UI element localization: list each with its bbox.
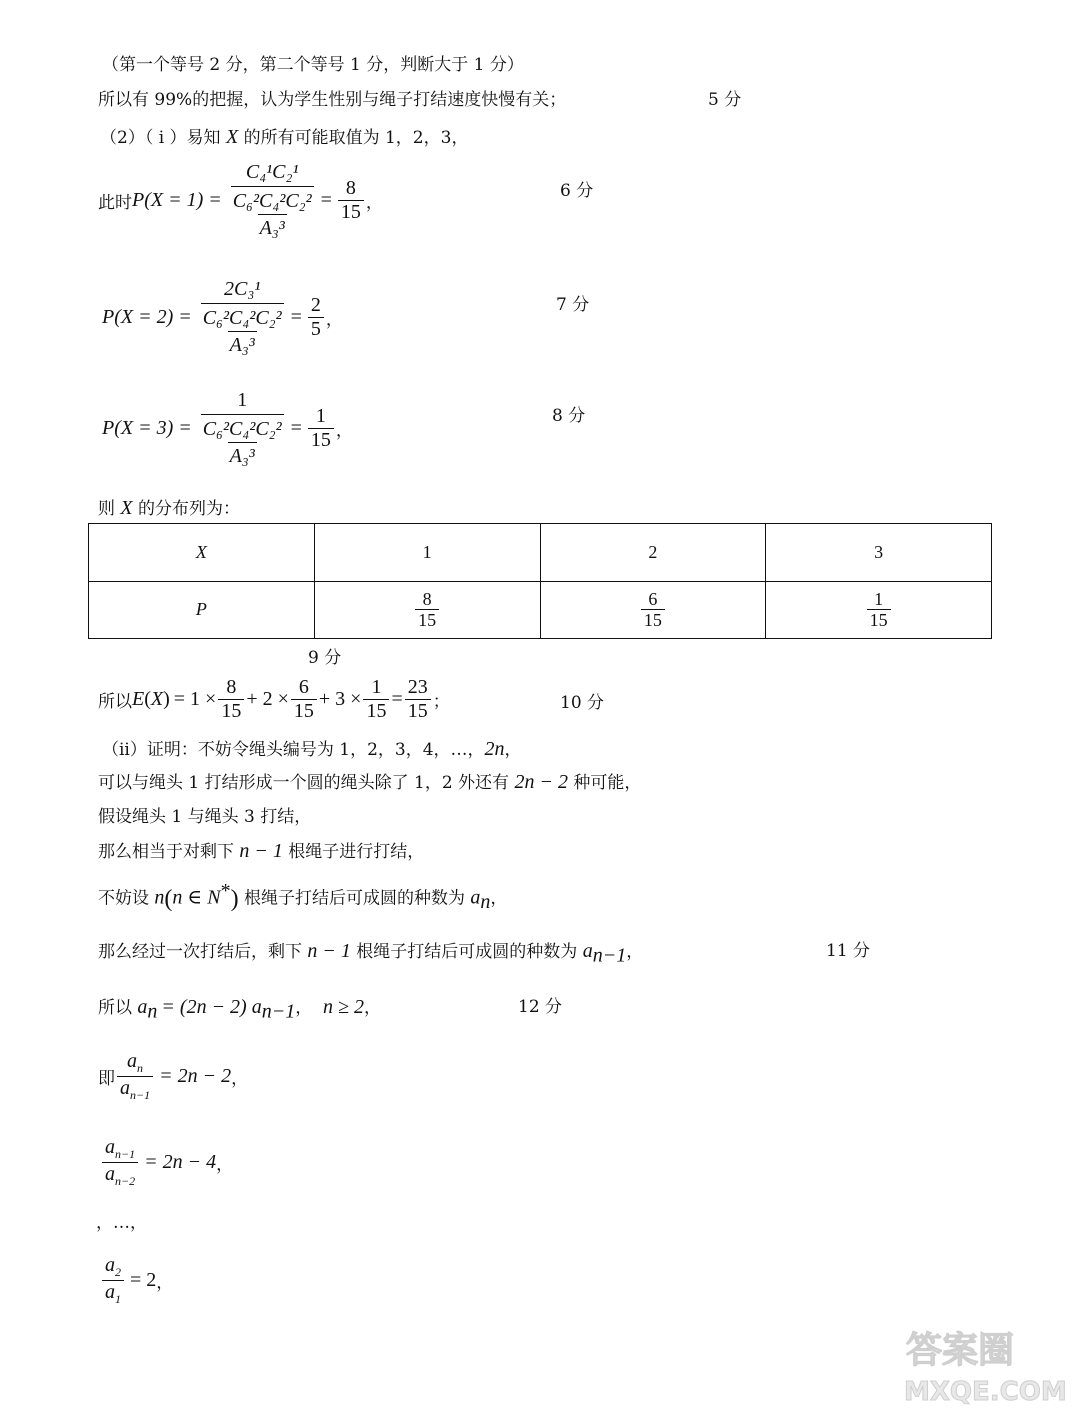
- define-text-a: 不妨设: [98, 888, 155, 909]
- cell-p3-den: 15: [867, 609, 891, 631]
- table-header-x: X: [89, 524, 315, 582]
- prob-x2-result-num: 2: [310, 293, 321, 316]
- assume-line: 假设绳头 1 与绳头 3 打结，: [98, 807, 312, 827]
- prob-x2-equation: P(X = 2) = $\frac{\text{2C₃¹}}{\frac{\text{C₆²C₄²C₂²}}{\text{A₃³}}}$ = $\frac{2}{5}$ ，: [102, 278, 343, 356]
- distribution-text-b: 的分布列为：: [132, 499, 241, 519]
- prob-x1-lhs: P(X = 1) =: [132, 188, 222, 211]
- prob-x2-lhs: P(X = 2) =: [102, 305, 192, 328]
- star-superscript: *: [220, 880, 231, 902]
- var-a: a: [582, 940, 593, 962]
- var-x: X: [120, 497, 133, 519]
- proof-text-b: ，: [504, 740, 522, 760]
- ratio-prefix: 即: [98, 1068, 115, 1089]
- cell-p2-num: 6: [648, 588, 658, 609]
- ratio-n-line: 即 $\frac{a_n}{a_{n-1}}$ = 2n − 2 ，: [98, 1050, 249, 1102]
- var-x: X: [150, 688, 164, 710]
- part2-text-a: （2）（ i ）易知: [100, 128, 226, 148]
- points-7: 7 分: [556, 295, 590, 315]
- prob-x3-result: [308, 405, 334, 452]
- points-12: 12 分: [518, 997, 563, 1017]
- points-9: 9 分: [308, 648, 342, 668]
- part2-text-b: 的所有可能取值为 1，2，3，: [238, 128, 469, 148]
- points-6: 6 分: [560, 181, 594, 201]
- ellipsis-line: ，…，: [96, 1213, 147, 1233]
- prob-x2-den-bottom: A₃³: [228, 331, 257, 357]
- var-a: a: [470, 886, 481, 909]
- ratio-n-minus-1-rhs: = 2n − 4: [144, 1150, 217, 1173]
- prob-x1-equation: 此时 P(X = 1) = $\frac{\text{C₄¹C₂¹}}{\frac{\text{C₆²C₄²C₂²}}{\text{A₃³}}}$ = $\frac{8}{15}$ ，: [98, 161, 383, 239]
- prob-x1-den-top: C₆²C₄²C₂²: [232, 190, 312, 212]
- recurrence-rhs: = (2n − 2) a: [161, 996, 262, 1018]
- points-8: 8 分: [552, 406, 586, 426]
- table-cell-p2: [540, 581, 766, 639]
- cell-p3-num: 1: [874, 588, 884, 609]
- after-one-knot-line: 那么经过一次打结后，剩下 n − 1 根绳子打结后可成圆的种数为 $a_{n-1}$，: [98, 940, 644, 967]
- ratio-n-rhs: = 2n − 2: [159, 1064, 232, 1087]
- prob-x3-result-den: 15: [308, 428, 334, 452]
- ratio-2-rhs: = 2: [130, 1268, 157, 1291]
- watermark-top: 答案圈: [906, 1330, 1015, 1371]
- prob-x1-result-den: 15: [338, 200, 364, 224]
- distribution-text-a: 则: [98, 499, 121, 519]
- prob-x3-equation: P(X = 3) = $\frac{1}{\frac{\text{C₆²C₄²C₂²}}{\text{A₃³}}}$ = $\frac{1}{15}$ ，: [102, 389, 353, 467]
- var-x: X: [225, 126, 239, 148]
- points-10: 10 分: [560, 693, 605, 713]
- prob-x1-result-num: 8: [345, 176, 356, 199]
- var-n-minus-1: n − 1: [307, 940, 351, 962]
- table-header-row: [89, 524, 992, 582]
- remaining-text-a: 那么相当于对剩下: [98, 842, 240, 862]
- prob-x2-result-den: 5: [308, 317, 324, 341]
- prob-x2-den-top: C₆²C₄²C₂²: [202, 307, 282, 329]
- points-5: 5 分: [708, 90, 742, 110]
- var-a: a: [137, 996, 148, 1018]
- var-n-minus-1: n − 1: [239, 840, 283, 862]
- cell-p1-den: 15: [415, 609, 439, 631]
- recurrence-condition: n ≥ 2: [323, 996, 365, 1018]
- define-text-c: ，: [490, 888, 508, 909]
- table-header-2: 2: [540, 524, 766, 582]
- prob-x3-fraction: [201, 388, 284, 468]
- prob-x3-result-num: 1: [315, 404, 326, 427]
- n-in-naturals: n ∈ N: [172, 886, 221, 909]
- prob-x3-lhs: P(X = 3) =: [102, 416, 192, 439]
- table-row-p: [89, 581, 992, 639]
- prob-x1-result: [338, 177, 364, 224]
- prob-x2-result: [308, 294, 324, 341]
- prob-prefix: 此时: [98, 192, 132, 213]
- watermark-bottom: MXQE.COM: [904, 1377, 1067, 1405]
- ratio-n-minus-1-line: $\frac{a_{n-1}}{a_{n-2}}$ = 2n − 4 ，: [100, 1136, 233, 1189]
- var-2n: 2n: [484, 738, 505, 760]
- ratio-2-line: $\frac{a_2}{a_1}$ = 2 ，: [100, 1254, 173, 1307]
- recurrence-line: 所以 $a_n = (2n - 2)$ $a_{n-1}$， n ≥ 2，: [98, 996, 382, 1023]
- possible-knots-line: [98, 769, 641, 796]
- after-text-b: 根绳子打结后可成圆的种数为: [350, 942, 583, 962]
- expectation-line: 所以 E ( X ) = 1 × $\frac{8}{15}$ + 2 × $\frac{6}{15}$ + 3 × $\frac{1}{15}$ = $\frac{23}{15}$ ；: [98, 676, 450, 722]
- expectation-e: E: [132, 688, 145, 710]
- part2-intro: [100, 124, 468, 151]
- define-an-line: 不妨设 n(n ∈ N*) 根绳子打结后可成圆的种数为 $a_n$，: [98, 880, 508, 914]
- prob-x2-fraction: [201, 277, 284, 357]
- expectation-prefix: 所以: [98, 692, 132, 712]
- after-text-a: 那么经过一次打结后，剩下: [98, 942, 308, 962]
- possible-text-a: 可以与绳头 1 打结形成一个圆的绳头除了 1，2 外还有: [98, 773, 515, 793]
- prob-x3-den-top: C₆²C₄²C₂²: [202, 418, 282, 440]
- proof-text-a: （ii）证明：不妨令绳头编号为 1，2，3，4，…，: [102, 740, 485, 760]
- prob-x3-den-bottom: A₃³: [228, 442, 257, 468]
- points-11: 11 分: [826, 941, 871, 961]
- define-text-b: 根绳子打结后可成圆的种数为: [238, 888, 471, 909]
- table-header-1: 1: [314, 524, 540, 582]
- table-header-3: 3: [766, 524, 992, 582]
- distribution-intro: [98, 495, 240, 522]
- proof-intro: [102, 736, 522, 763]
- remaining-text-b: 根绳子进行打结，: [282, 842, 425, 862]
- var-n: n: [154, 886, 165, 909]
- distribution-table: [88, 523, 992, 639]
- table-row-label-p: P: [89, 581, 315, 639]
- table-cell-p1: [314, 581, 540, 639]
- table-cell-p3: [766, 581, 992, 639]
- prob-x1-fraction: [231, 160, 314, 240]
- prob-x1-numerator: C₄¹C₂¹: [245, 161, 299, 183]
- prob-x1-den-bottom: A₃³: [258, 214, 287, 240]
- conclusion-line: 所以有 99%的把握，认为学生性别与绳子打结速度快慢有关；: [98, 90, 567, 110]
- cell-p1-num: 8: [422, 588, 432, 609]
- possible-text-b: 种可能，: [567, 773, 642, 793]
- cell-p2-den: 15: [641, 609, 665, 631]
- prob-x3-numerator: 1: [237, 389, 248, 411]
- var-2n-minus-2: 2n − 2: [514, 771, 568, 793]
- watermark-logo: [902, 1320, 1072, 1405]
- scoring-note: （第一个等号 2 分，第二个等号 1 分，判断大于 1 分）: [102, 55, 524, 75]
- prob-x2-numerator: 2C₃¹: [224, 278, 261, 300]
- remaining-ropes-line: [98, 838, 424, 865]
- after-text-c: ，: [626, 942, 644, 962]
- recurrence-prefix: 所以: [98, 998, 138, 1018]
